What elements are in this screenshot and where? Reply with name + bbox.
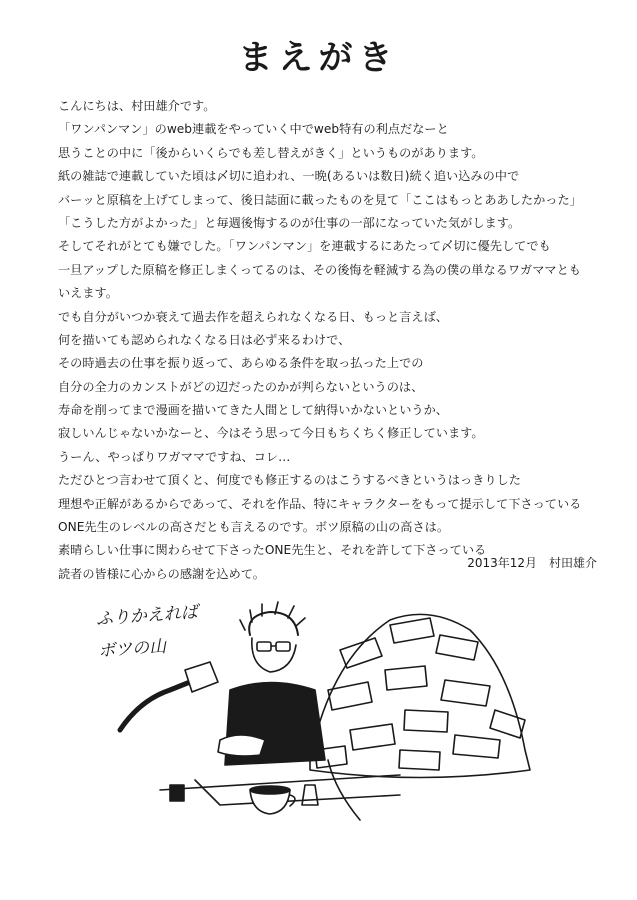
date-signature: 2013年12月 村田雄介: [467, 556, 597, 570]
body-line: 自分の全力のカンストがどの辺だったのかが判らないというのは、: [58, 379, 424, 394]
body-line: ただひとつ言わせて頂くと、何度でも修正するのはこうするべきというはっきりした: [58, 473, 521, 488]
paper-pile: [310, 614, 530, 777]
caption-line: ボツの山: [97, 636, 167, 662]
body-line: 紙の雑誌で連載していた頃は〆切に追われ、一晩(あるいは数日)続く追い込みの中で: [58, 169, 520, 184]
body-line: でも自分がいつか衰えて過去作を超えられなくなる日、もっと言えば、: [58, 309, 448, 324]
body-line: バーッと原稿を上げてしまって、後日誌面に載ったものを見て「ここはもっとああしたかった」: [58, 192, 582, 207]
ink-bottle-small: [302, 785, 318, 805]
body-line: 読者の皆様に心からの感謝を込めて。: [58, 566, 265, 581]
caption-line: ふりかえれば: [95, 602, 199, 630]
body-line: 素晴らしい仕事に関わらせて下さったONE先生と、それを許して下さっている: [58, 543, 487, 558]
body-line: そしてそれがとても嫌でした。「ワンパンマン」を連載するにあたって〆切に優先してでも: [58, 239, 551, 254]
preface-body: [58, 95, 598, 586]
body-line: その時過去の仕事を振り返って、あらゆる条件を取っ払った上での: [58, 356, 424, 371]
body-line: 何を描いても認められなくなる日は必ず来るわけで、: [58, 332, 351, 347]
body-line: いえます。: [58, 286, 118, 301]
artist-figure: [218, 602, 325, 765]
body-line: 「ワンパンマン」のweb連載をやっていく中でweb特有の利点だなーと: [58, 122, 449, 137]
body-line: 一旦アップした原稿を修正しまくってるのは、その後悔を軽減する為の僕の単なるワガママとも: [58, 262, 581, 277]
body-line: 寿命を削ってまで漫画を描いてきた人間として納得いかないというか、: [58, 403, 448, 418]
body-line: 「こうした方がよかった」と毎週後悔するのが仕事の一部になっていた気がします。: [58, 215, 521, 230]
ink-bottle: [170, 785, 184, 801]
body-line: 寂しいんじゃないかなーと、今はそう思って今日もちくちく修正しています。: [58, 426, 484, 441]
page-title: まえがき: [238, 38, 399, 78]
handwritten-caption: [95, 597, 201, 668]
desk-lamp: [120, 682, 190, 730]
body-line: 思うことの中に「後からいくらでも差し替えがきく」というものがあります。: [58, 145, 484, 160]
body-line: こんにちは、村田雄介です。: [58, 99, 216, 113]
body-line: うーん、やっぱりワガママですね、コレ…: [58, 449, 291, 464]
body-line: 理想や正解があるからであって、それを作品、特にキャラクターをもって提示して下さっている: [58, 496, 582, 511]
body-line: ONE先生のレベルの高さだとも言えるのです。ボツ原稿の山の高さは。: [58, 520, 450, 535]
